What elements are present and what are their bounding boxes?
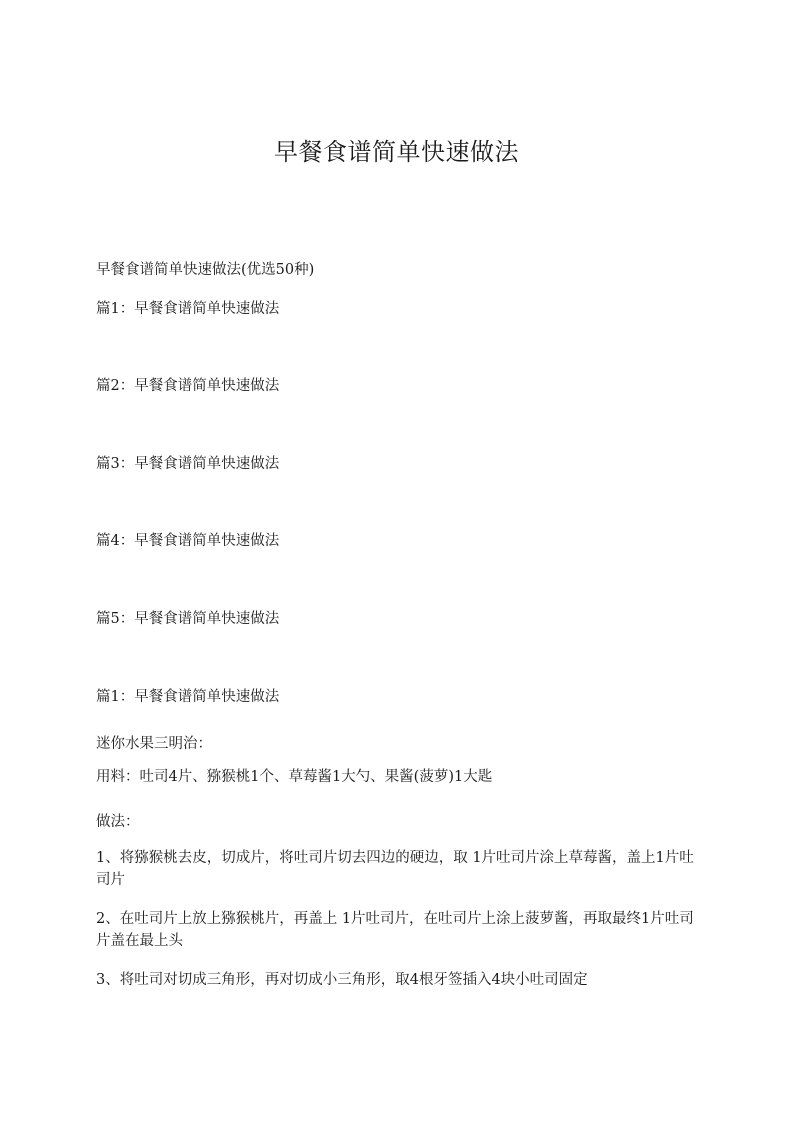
- toc-item-3: 篇3：早餐食谱简单快速做法: [96, 456, 280, 472]
- method-label: 做法：: [96, 814, 140, 830]
- ingredients-line: 用料：吐司4片、猕猴桃1个、草莓酱1大勺、果酱(菠萝)1大匙: [96, 769, 493, 785]
- section-heading: 篇1：早餐食谱简单快速做法: [96, 689, 280, 705]
- toc-item-5: 篇5：早餐食谱简单快速做法: [96, 611, 280, 627]
- toc-item-1: 篇1：早餐食谱简单快速做法: [96, 301, 280, 317]
- toc-item-4: 篇4：早餐食谱简单快速做法: [96, 533, 280, 549]
- step-2: 2、在吐司片上放上猕猴桃片，再盖上 1片吐司片，在吐司片上涂上菠萝酱，再取最终1片吐司片盖在最上头: [96, 911, 694, 949]
- recipe-name: 迷你水果三明治：: [96, 736, 212, 752]
- toc-item-2: 篇2：早餐食谱简单快速做法: [96, 378, 280, 394]
- document-title: 早餐食谱简单快速做法: [274, 138, 519, 166]
- document-subtitle: 早餐食谱简单快速做法(优选50种): [96, 262, 315, 278]
- step-1: 1、将猕猴桃去皮，切成片，将吐司片切去四边的硬边，取 1片吐司片涂上草莓酱，盖上1片吐司片: [96, 850, 694, 888]
- step-3: 3、将吐司对切成三角形，再对切成小三角形，取4根牙签插入4块小吐司固定: [96, 972, 588, 988]
